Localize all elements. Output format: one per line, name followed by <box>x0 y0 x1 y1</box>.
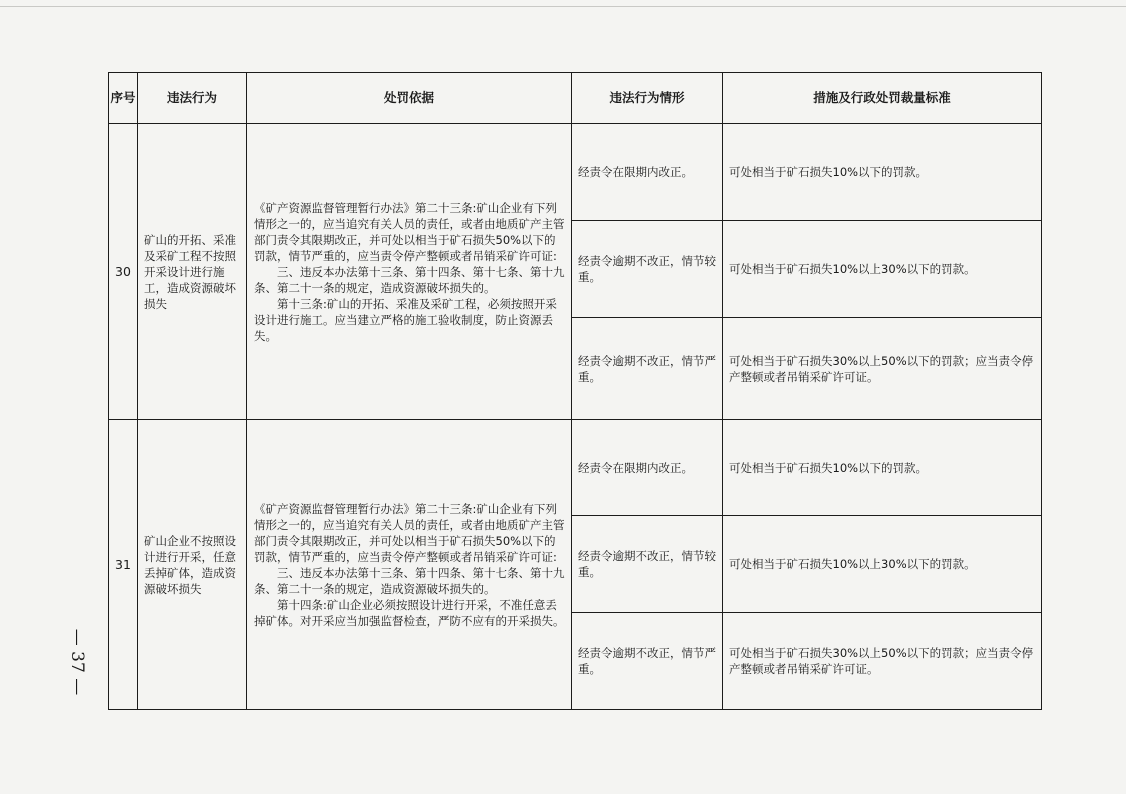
penalty-basis <box>247 420 572 710</box>
table-row <box>109 124 1042 221</box>
violation-situation: 经责令逾期不改正，情节较重。 <box>572 221 723 318</box>
penalty-standard: 可处相当于矿石损失10%以上30%以下的罚款。 <box>723 516 1042 613</box>
header-no: 序号 <box>109 73 138 124</box>
penalty-standard: 可处相当于矿石损失30%以上50%以下的罚款；应当责令停产整顿或者吊销采矿许可证。 <box>723 613 1042 710</box>
page-number: — 37 — <box>67 628 87 696</box>
header-basis: 处罚依据 <box>247 73 572 124</box>
violation-situation: 经责令逾期不改正，情节严重。 <box>572 318 723 420</box>
table-row <box>109 420 1042 516</box>
violation-situation: 经责令逾期不改正，情节严重。 <box>572 613 723 710</box>
basis-paragraph: 第十三条:矿山的开拓、采准及采矿工程，必须按照开采设计进行施工。应当建立严格的施工验收制度，防止资源丢失。 <box>254 296 557 343</box>
basis-paragraph: 三、违反本办法第十三条、第十四条、第十七条、第十九条、第二十一条的规定，造成资源破坏损失的。 <box>254 565 565 596</box>
basis-paragraph: 《矿产资源监督管理暂行办法》第二十三条:矿山企业有下列情形之一的，应当追究有关人员的责任，或者由地质矿产主管部门责令其限期改正，并可处以相当于矿石损失50%以下的罚款，情节严重的，应当责令停产整顿或者吊销采矿许可证: <box>254 200 565 263</box>
violation-behavior: 矿山的开拓、采准及采矿工程不按照开采设计进行施工，造成资源破坏损失 <box>138 124 247 420</box>
penalty-table <box>108 72 1042 710</box>
penalty-standard: 可处相当于矿石损失10%以下的罚款。 <box>723 420 1042 516</box>
penalty-basis <box>247 124 572 420</box>
basis-paragraph: 《矿产资源监督管理暂行办法》第二十三条:矿山企业有下列情形之一的，应当追究有关人员的责任，或者由地质矿产主管部门责令其限期改正，并可处以相当于矿石损失50%以下的罚款，情节严重的，应当责令停产整顿或者吊销采矿许可证: <box>254 501 565 564</box>
basis-paragraph: 第十四条:矿山企业必须按照设计进行开采，不准任意丢掉矿体。对开采应当加强监督检查，严防不应有的开采损失。 <box>254 597 565 628</box>
violation-situation: 经责令逾期不改正，情节较重。 <box>572 516 723 613</box>
penalty-standard: 可处相当于矿石损失10%以下的罚款。 <box>723 124 1042 221</box>
row-number: 31 <box>109 420 138 710</box>
header-situation: 违法行为情形 <box>572 73 723 124</box>
violation-situation: 经责令在限期内改正。 <box>572 124 723 221</box>
header-standard: 措施及行政处罚裁量标准 <box>723 73 1042 124</box>
header-behavior: 违法行为 <box>138 73 247 124</box>
table-header-row <box>109 73 1042 124</box>
violation-behavior: 矿山企业不按照设计进行开采，任意丢掉矿体，造成资源破坏损失 <box>138 420 247 710</box>
page-edge <box>0 6 1126 7</box>
basis-paragraph: 三、违反本办法第十三条、第十四条、第十七条、第十九条、第二十一条的规定，造成资源破坏损失的。 <box>254 264 565 295</box>
row-number: 30 <box>109 124 138 420</box>
violation-situation: 经责令在限期内改正。 <box>572 420 723 516</box>
penalty-standard: 可处相当于矿石损失10%以上30%以下的罚款。 <box>723 221 1042 318</box>
penalty-standard: 可处相当于矿石损失30%以上50%以下的罚款；应当责令停产整顿或者吊销采矿许可证。 <box>723 318 1042 420</box>
